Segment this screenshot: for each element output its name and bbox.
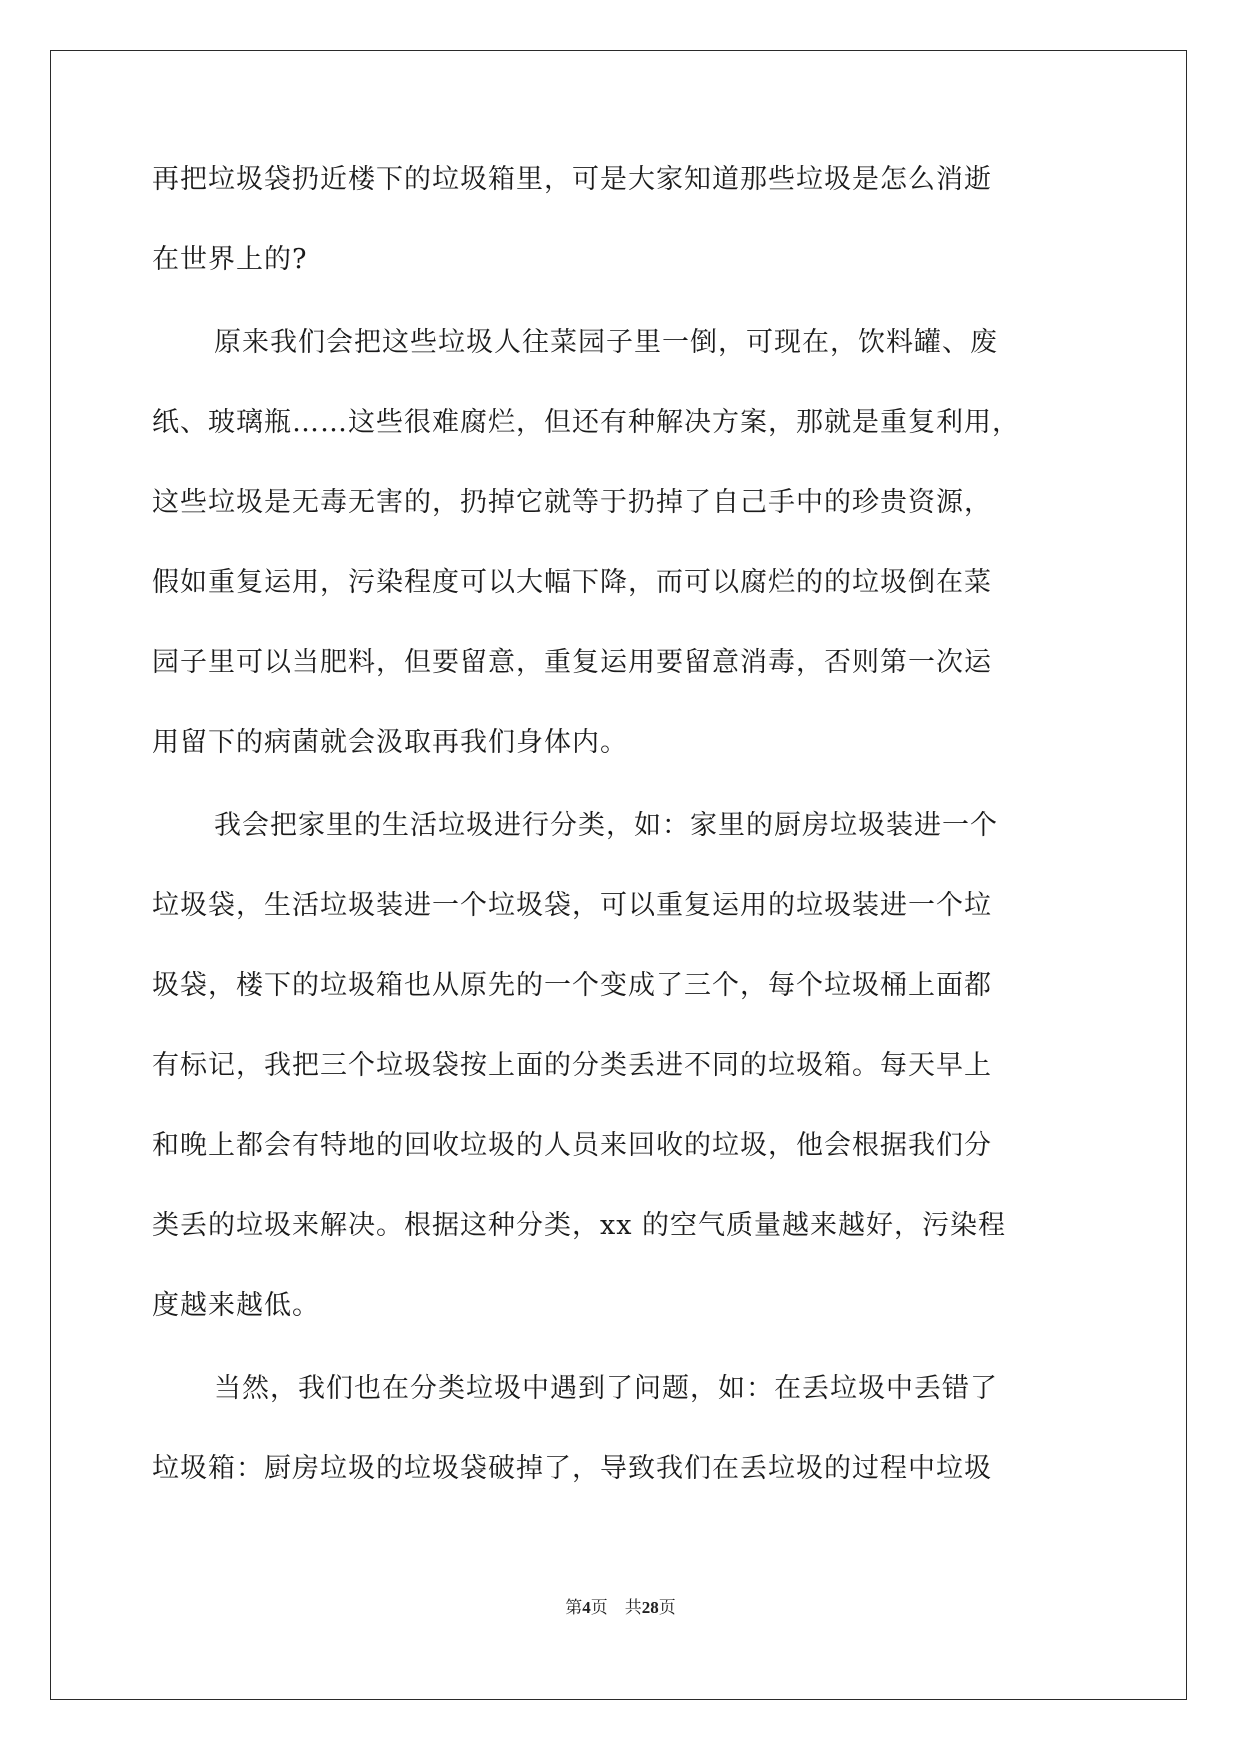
- text-line: 和晚上都会有特地的回收垃圾的人员来回收的垃圾，他会根据我们分: [152, 1130, 992, 1161]
- text-line: 圾袋，楼下的垃圾箱也从原先的一个变成了三个，每个垃圾桶上面都: [152, 970, 992, 1001]
- text-line: 类丢的垃圾来解决。根据这种分类，xx 的空气质量越来越好，污染程: [152, 1210, 1007, 1241]
- text-line: 用留下的病菌就会汲取再我们身体内。: [152, 727, 628, 758]
- text-line: 纸、玻璃瓶……这些很难腐烂，但还有种解决方案，那就是重复利用，: [152, 407, 1020, 438]
- total-label-suffix: 页: [658, 1598, 676, 1617]
- text-line: 这些垃圾是无毒无害的，扔掉它就等于扔掉了自己手中的珍贵资源，: [152, 487, 992, 518]
- text-line: 垃圾袋，生活垃圾装进一个垃圾袋，可以重复运用的垃圾装进一个垃: [152, 890, 992, 921]
- text-line: 假如重复运用，污染程度可以大幅下降，而可以腐烂的的垃圾倒在菜: [152, 567, 992, 598]
- text-line: 有标记，我把三个垃圾袋按上面的分类丢进不同的垃圾箱。每天早上: [152, 1050, 992, 1081]
- text-line: 度越来越低。: [152, 1290, 320, 1321]
- page-label-prefix: 第: [565, 1598, 583, 1617]
- page-footer: [0, 1593, 1241, 1618]
- text-line: 园子里可以当肥料，但要留意，重复运用要留意消毒，否则第一次运: [152, 647, 992, 678]
- total-pages: 28: [641, 1598, 659, 1617]
- total-label-prefix: 共: [624, 1598, 642, 1617]
- paragraph-start-line: 我会把家里的生活垃圾进行分类，如：家里的厨房垃圾装进一个: [214, 810, 998, 841]
- text-line: 在世界上的?: [152, 244, 308, 275]
- text-line: 再把垃圾袋扔近楼下的垃圾箱里，可是大家知道那些垃圾是怎么消逝: [152, 164, 992, 195]
- page-label-suffix: 页: [590, 1598, 608, 1617]
- text-line: 垃圾箱：厨房垃圾的垃圾袋破掉了，导致我们在丢垃圾的过程中垃圾: [152, 1453, 992, 1484]
- paragraph-start-line: 原来我们会把这些垃圾人往菜园子里一倒，可现在，饮料罐、废: [214, 327, 998, 358]
- paragraph-start-line: 当然，我们也在分类垃圾中遇到了问题，如：在丢垃圾中丢错了: [214, 1373, 998, 1404]
- page-number: 4: [582, 1598, 591, 1617]
